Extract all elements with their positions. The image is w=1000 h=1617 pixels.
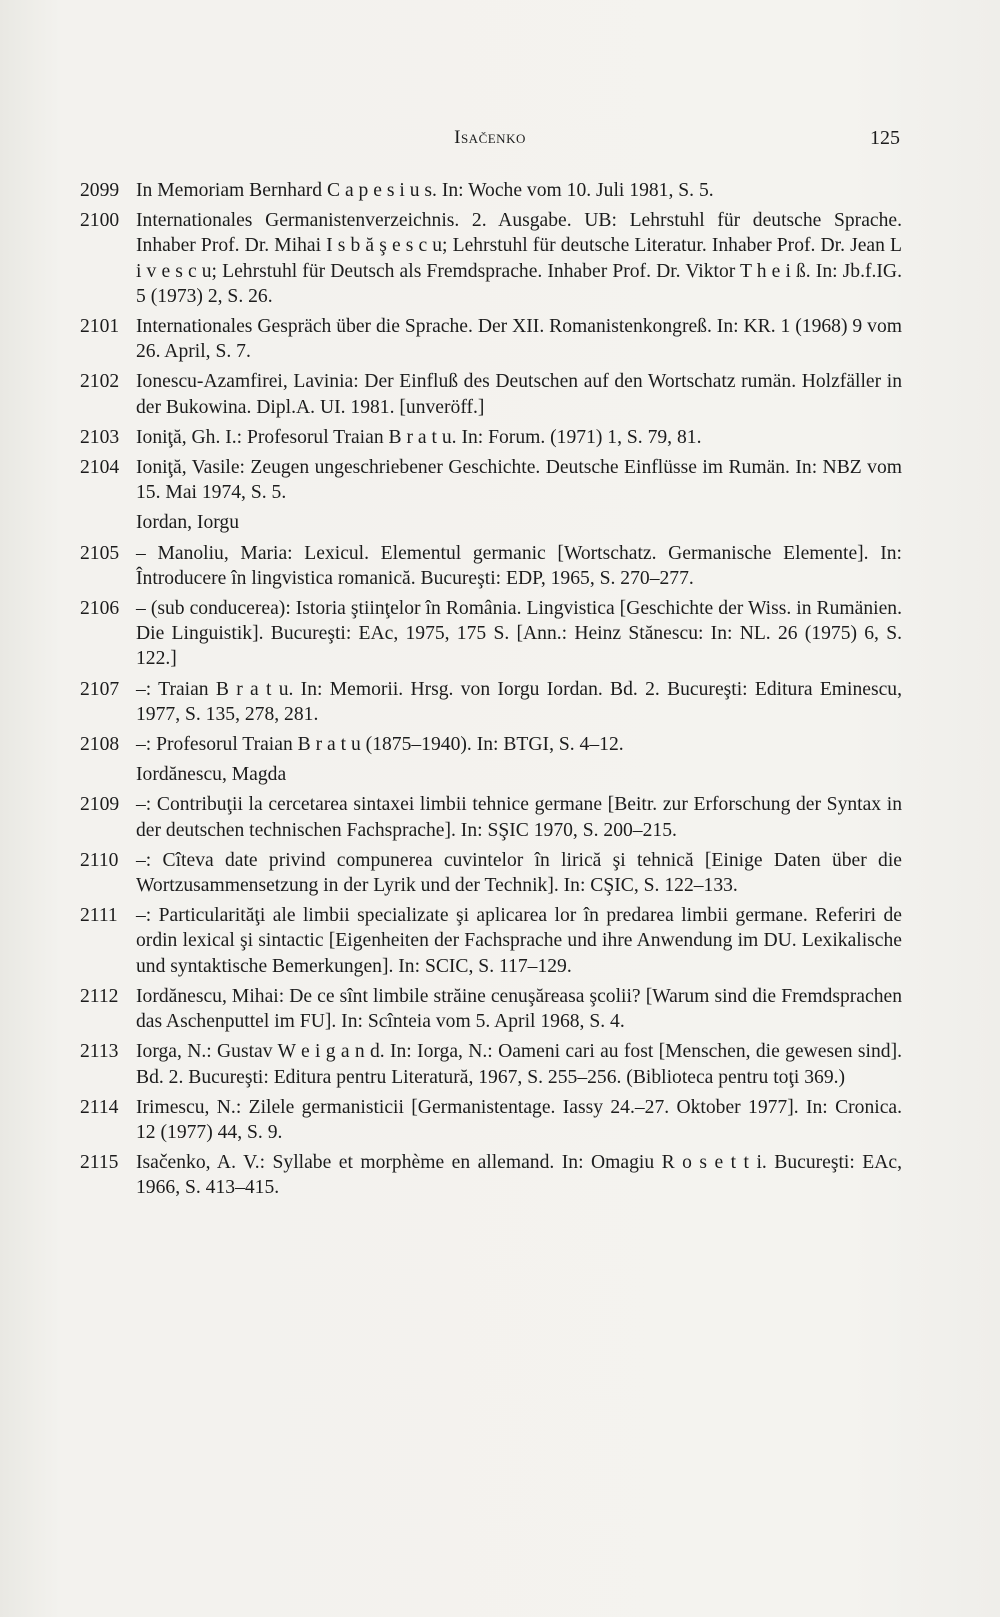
entry-number: 2101 <box>80 316 120 338</box>
entry-number: 2105 <box>80 542 120 564</box>
bibliography-entry-2108 <box>80 732 902 757</box>
entry-text: – Manoliu, Maria: Lexicul. Elementul germanic [Wortschatz. Germanische Elemente]. In: Întroducere în lingvistica romanică. Bucureşti: EDP, 1965, S. 270–277. <box>136 542 902 589</box>
author-heading: Iordan, Iorgu <box>136 512 240 534</box>
entry-text: Ioniţă, Vasile: Zeugen ungeschriebener Geschichte. Deutsche Einflüsse im Rumän. In: NBZ vom 15. Mai 1974, S. 5. <box>136 457 902 504</box>
running-title <box>80 127 900 149</box>
entry-number: 2103 <box>80 426 120 448</box>
entry-number: 2112 <box>80 985 119 1007</box>
entry-number: 2104 <box>80 457 120 479</box>
bibliography-entry-2103 <box>80 425 902 450</box>
entry-number: 2115 <box>80 1152 119 1174</box>
entry-number: 2111 <box>80 905 118 927</box>
bibliography-entry-2106 <box>80 596 902 672</box>
page-number: 125 <box>870 127 900 149</box>
bibliography-entry-2112 <box>80 984 902 1034</box>
entry-text: –: Cîteva date privind compunerea cuvintelor în lirică şi tehnică [Einige Daten über die Wortzusammensetzung in der Lyrik und der Technik]. In: CŞIC, S. 122–133. <box>136 849 902 897</box>
bibliography-list <box>80 178 902 1201</box>
bibliography-entry-2115 <box>80 1150 902 1200</box>
entry-text: Ionescu-Azamfirei, Lavinia: Der Einfluß des Deutschen auf den Wortschatz rumän. Holzfäller in der Bukowina. Dipl.A. UI. 1981. [unveröff.] <box>136 371 902 418</box>
bibliography-entry-2109 <box>80 792 902 842</box>
entry-number: 2102 <box>80 371 120 393</box>
bibliography-entry-2114 <box>80 1095 902 1145</box>
entry-number: 2108 <box>80 734 120 756</box>
entry-text: Iorga, N.: Gustav W e i g a n d. In: Iorga, N.: Oameni cari au fost [Menschen, die gewesen sind]. Bd. 2. Bucureşti: Editura pentru Literatură, 1967, S. 255–256. (Biblioteca pentru toţi 369.) <box>136 1041 902 1088</box>
entry-number: 2113 <box>80 1041 119 1063</box>
entry-number: 2110 <box>80 849 119 871</box>
bibliography-entry-2102 <box>80 369 902 419</box>
bibliography-entry-2105 <box>80 541 902 591</box>
page-header <box>80 127 900 157</box>
entry-text: –: Profesorul Traian B r a t u (1875–1940). In: BTGI, S. 4–12. <box>136 734 624 756</box>
entry-text: –: Traian B r a t u. In: Memorii. Hrsg. von Iorgu Iordan. Bd. 2. Bucureşti: Editura Eminescu, 1977, S. 135, 278, 281. <box>136 678 902 725</box>
bibliography-entry-2107 <box>80 677 902 727</box>
entry-number: 2107 <box>80 678 120 700</box>
entry-text: Internationales Germanistenverzeichnis. 2. Ausgabe. UB: Lehrstuhl für deutsche Sprache. Inhaber Prof. Dr. Mihai I s b ă ş e s c u; Lehrstuhl für deutsche Literatur. Inhaber Prof. Dr. Jean L i v e s c u; Lehrstuhl für Deutsch als Fremdsprache. Inhaber Prof. Dr. Viktor T h e i ß. In: Jb.f.IG. 5 (1973) 2, S. 26. <box>136 210 902 307</box>
entry-text: Iordănescu, Mihai: De ce sînt limbile străine cenuşăreasa şcolii? [Warum sind die Fremdsprachen das Aschenputtel im FU]. In: Scînteia vom 5. April 1968, S. 4. <box>136 985 902 1033</box>
bibliography-entry-2104 <box>80 455 902 505</box>
bibliography-entry-2101 <box>80 314 902 364</box>
running-title-text: Isačenko <box>454 127 526 148</box>
entry-text: Internationales Gespräch über die Sprache. Der XII. Romanistenkongreß. In: KR. 1 (1968) 9 vom 26. April, S. 7. <box>136 316 902 363</box>
entry-number: 2100 <box>80 210 120 232</box>
bibliography-entry-2113 <box>80 1039 902 1089</box>
bibliography-entry-2110 <box>80 848 902 898</box>
bibliography-entry-2100 <box>80 208 902 309</box>
entry-number: 2114 <box>80 1096 119 1118</box>
entry-text: –: Particularităţi ale limbii specializate şi aplicarea lor în predarea limbii germane. Referiri de ordin lexical şi sintactic [Eigenheiten der Fachsprache und ihre Anwendung im DU. Lexikalische und syntaktische Bemerkungen]. In: SCIC, S. 117–129. <box>136 905 902 977</box>
entry-text: Ioniţă, Gh. I.: Profesorul Traian B r a t u. In: Forum. (1971) 1, S. 79, 81. <box>136 426 702 448</box>
author-heading: Iordănescu, Magda <box>136 764 287 786</box>
entry-text: –: Contribuţii la cercetarea sintaxei limbii tehnice germane [Beitr. zur Erforschung der Syntax in der deutschen technischen Fachsprache]. In: SŞIC 1970, S. 200–215. <box>136 794 902 841</box>
bibliography-entry-2099 <box>80 178 902 203</box>
entry-text: Isačenko, A. V.: Syllabe et morphème en allemand. In: Omagiu R o s e t t i. Bucureşti: EAc, 1966, S. 413–415. <box>136 1152 902 1199</box>
entry-number: 2106 <box>80 598 120 620</box>
entry-text: In Memoriam Bernhard C a p e s i u s. In: Woche vom 10. Juli 1981, S. 5. <box>136 180 714 201</box>
entry-text: Irimescu, N.: Zilele germanisticii [Germanistentage. Iassy 24.–27. Oktober 1977]. In: Cronica. 12 (1977) 44, S. 9. <box>136 1096 902 1143</box>
entry-number: 2099 <box>80 180 120 201</box>
entry-number: 2109 <box>80 794 120 816</box>
entry-text: – (sub conducerea): Istoria ştiinţelor în România. Lingvistica [Geschichte der Wiss. in Rumänien. Die Linguistik]. Bucureşti: EAc, 1975, 175 S. [Ann.: Heinz Stănescu: In: NL. 26 (1975) 6, S. 122.] <box>136 598 902 670</box>
bibliography-entry-2111 <box>80 903 902 979</box>
